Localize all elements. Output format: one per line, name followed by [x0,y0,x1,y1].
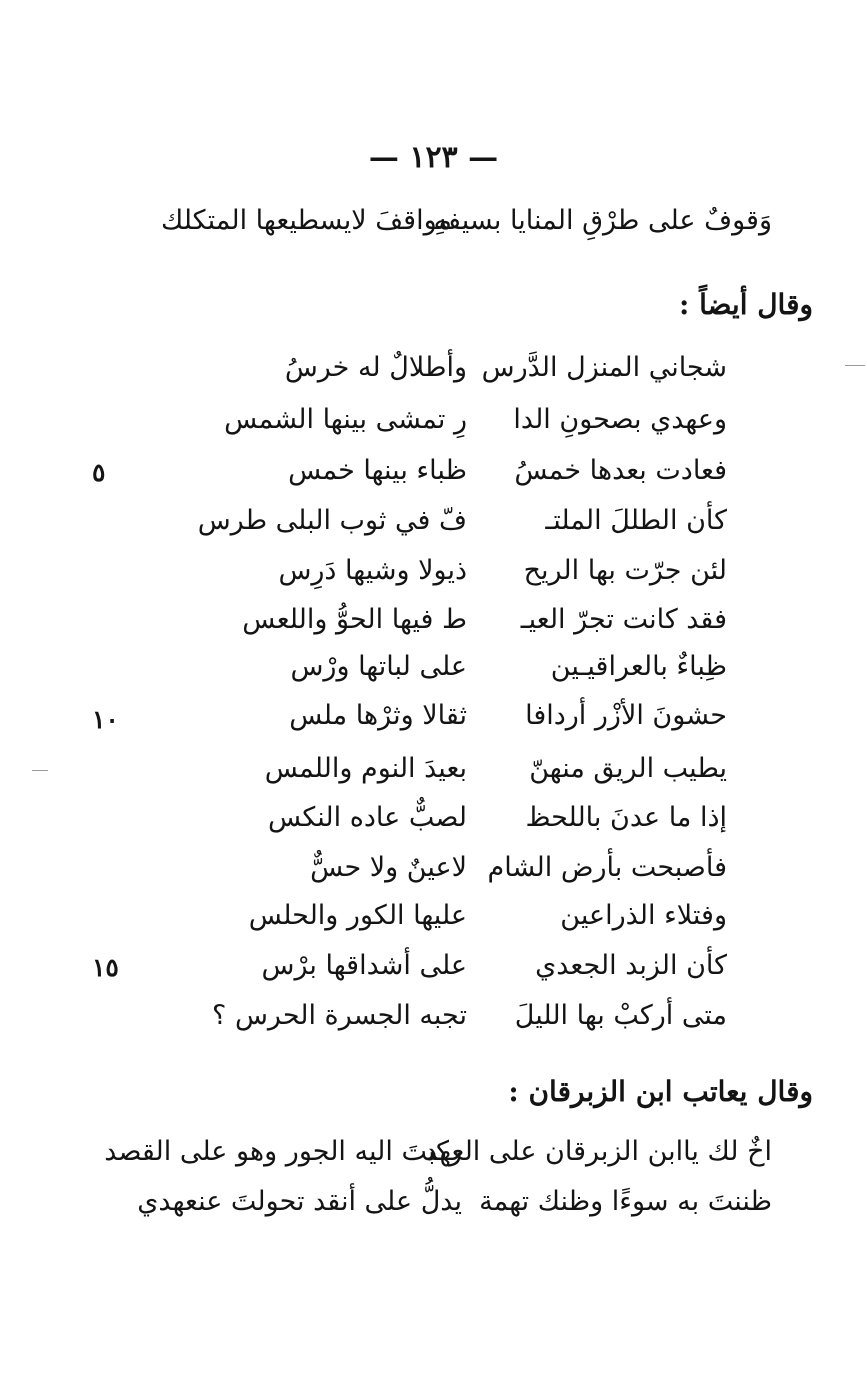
verse-line [290,651,727,682]
second-hemistich: ظباء بينها خمس [288,455,467,486]
second-hemistich: مواقفَ لايسطيعها المتكلك [160,205,452,236]
verse-line [242,604,727,635]
verse-line [212,1000,727,1031]
first-hemistich: ظننتَ به سوءًا وظنك تهمة [479,1186,772,1217]
verse-line [224,404,727,435]
scan-speck [32,770,48,771]
first-hemistich: وفتلاء الذراعين [560,900,727,931]
poem-heading: وقال أيضاً : [679,288,813,321]
first-hemistich: شجاني المنزل الدَّرس [481,352,727,383]
verse-line [262,950,727,981]
first-hemistich: كأن الطللَ الملتـ [545,505,727,536]
verse-line [160,205,772,236]
first-hemistich: ظِباءٌ بالعراقيـين [550,651,727,682]
second-hemistich: لصبٌّ عاده النكس [267,802,467,833]
second-hemistich: بعيدَ النوم واللمس [264,753,467,784]
second-hemistich: على لباتها ورْس [290,651,467,682]
second-hemistich: عليها الكور والحلس [248,900,467,931]
verse-line [268,802,727,833]
second-hemistich: ركبتَ اليه الجور وهو على القصد [104,1136,462,1167]
first-hemistich: لئن جرّت بها الريح [523,555,727,586]
first-hemistich: فعادت بعدها خمسُ [514,455,727,486]
verse-line [137,1186,772,1217]
first-hemistich: فأصبحت بأرض الشام [487,852,727,883]
line-number: ١٠ [92,705,119,734]
first-hemistich: حشونَ الأزْر أردافا [525,700,727,731]
second-hemistich: وأطلالٌ له خرسُ [284,352,467,383]
verse-line [104,1136,772,1167]
page-number: — ١٢٣ — [368,140,499,175]
first-hemistich: يطيب الريق منهنّ [529,753,727,784]
first-hemistich: وَقوفٌ على طرْقِ المنايا بسيفهِ [433,205,772,236]
verse-line [285,352,727,383]
verse-line [265,753,727,784]
poem-heading: وقال يعاتب ابن الزبرقان : [508,1075,813,1108]
first-hemistich: كأن الزبد الجعدي [535,950,727,981]
scan-speck [845,365,865,366]
second-hemistich: ثقالا وثرْها ملس [289,700,467,731]
verse-line [288,455,727,486]
line-number: ١٥ [92,953,119,982]
verse-line [310,852,727,883]
first-hemistich: فقد كانت تجرّ العيـ [520,604,727,635]
verse-line [289,700,727,731]
first-hemistich: متى أركبْ بها الليلَ [514,1000,727,1031]
first-hemistich: اخٌ لك ياابن الزبرقان على العهد [424,1136,772,1167]
first-hemistich: إذا ما عدنَ باللحظ [525,802,727,833]
second-hemistich: فّ في ثوب البلى طرس [197,505,467,536]
second-hemistich: ط فيها الحوُّ واللعس [242,604,467,635]
second-hemistich: تجبه الجسرة الحرس ؟ [212,1000,467,1031]
second-hemistich: على أشداقها برْس [261,950,467,981]
second-hemistich: يدلُّ على أنقد تحولتَ عنعهدي [137,1186,462,1217]
second-hemistich: ذيولا وشيها دَرِس [278,555,467,586]
verse-line [249,900,727,931]
first-hemistich: وعهدي بصحونِ الدا [513,404,727,435]
verse-line [278,555,727,586]
line-number: ٥ [92,458,106,487]
verse-line [198,505,727,536]
second-hemistich: لاعينٌ ولا حسٌّ [310,852,467,883]
second-hemistich: رِ تمشى بينها الشمس [224,404,467,435]
